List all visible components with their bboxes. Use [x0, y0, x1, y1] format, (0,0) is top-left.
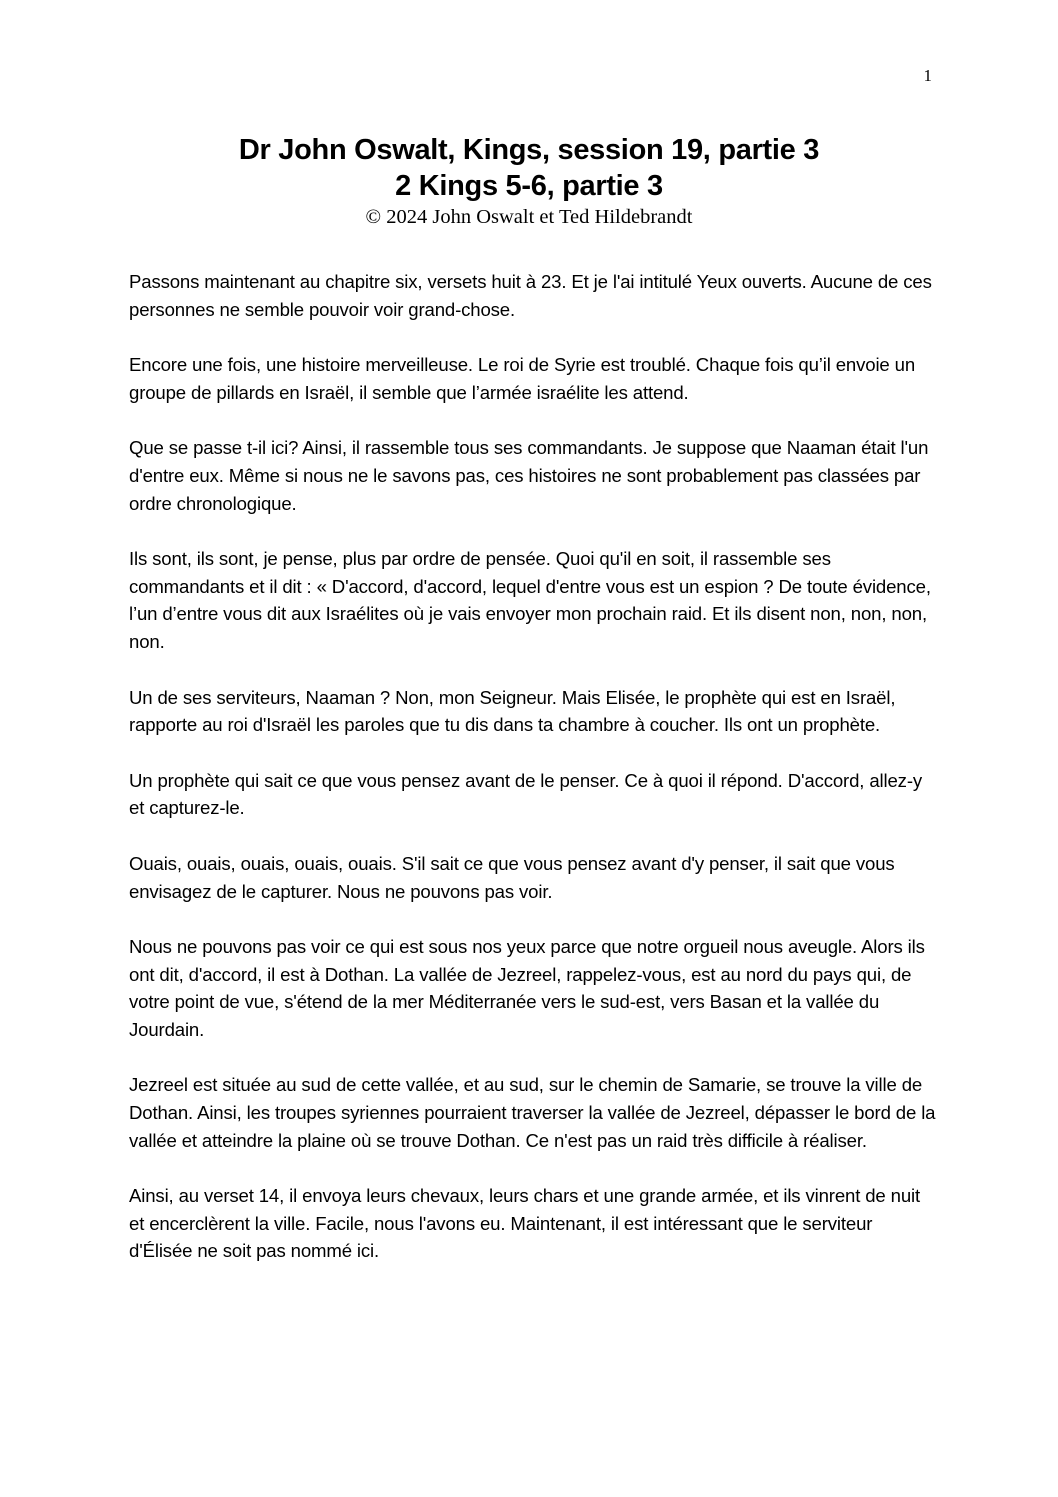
copyright-notice: © 2024 John Oswalt et Ted Hildebrandt: [365, 206, 693, 228]
paragraph: Un prophète qui sait ce que vous pensez avant de le penser. Ce à quoi il répond. D'accord, allez-y et capturez-le.: [129, 769, 923, 819]
paragraph: Ouais, ouais, ouais, ouais, ouais. S'il sait ce que vous pensez avant d'y penser, il sait que vous envisagez de le capturer. Nous ne pouvons pas voir.: [129, 852, 895, 902]
paragraph: Ainsi, au verset 14, il envoya leurs chevaux, leurs chars et une grande armée, et ils vinrent de nuit et encerclèrent la ville. Facile, nous l'avons eu. Maintenant, il est intéressant que le serviteur d'Élisée ne soit pas nommé ici.: [129, 1185, 921, 1262]
paragraph: Ils sont, ils sont, je pense, plus par ordre de pensée. Quoi qu'il en soit, il rassemble ses commandants et il dit : « D'accord, d'accord, lequel d'entre vous est un espion ? De toute évidence, l’un d’entre vous dit aux Israélites où je vais envoyer mon prochain raid. Et ils disent non, non, non, non.: [129, 548, 931, 652]
document-body: [129, 268, 939, 1293]
paragraph: Que se passe t-il ici? Ainsi, il rassemble tous ses commandants. Je suppose que Naaman était l'un d'entre eux. Même si nous ne le savons pas, ces histoires ne sont probablement pas classées par ordre chronologique.: [129, 437, 929, 514]
page-number: 1: [923, 66, 932, 85]
paragraph: Nous ne pouvons pas voir ce qui est sous nos yeux parce que notre orgueil nous aveugle. Alors ils ont dit, d'accord, il est à Dothan. La vallée de Jezreel, rappelez-vous, est au nord du pays qui, de votre point de vue, s'étend de la mer Méditerranée vers le sud-est, vers Basan et la vallée du Jourdain.: [129, 936, 925, 1040]
document-title: Dr John Oswalt, Kings, session 19, partie 3: [238, 134, 820, 166]
paragraph: Un de ses serviteurs, Naaman ? Non, mon Seigneur. Mais Elisée, le prophète qui est en Israël, rapporte au roi d'Israël les paroles que tu dis dans ta chambre à coucher. Ils ont un prophète.: [129, 686, 896, 736]
paragraph: Jezreel est située au sud de cette vallée, et au sud, sur le chemin de Samarie, se trouve la ville de Dothan. Ainsi, les troupes syriennes pourraient traverser la vallée de Jezreel, dépasser le bord de la vallée et atteindre la plaine où se trouve Dothan. Ce n'est pas un raid très difficile à réaliser.: [129, 1074, 936, 1151]
paragraph: Encore une fois, une histoire merveilleuse. Le roi de Syrie est troublé. Chaque fois qu’il envoie un groupe de pillards en Israël, il semble que l’armée israélite les attend.: [129, 354, 916, 403]
document-subtitle: 2 Kings 5-6, partie 3: [395, 170, 663, 202]
paragraph: Passons maintenant au chapitre six, versets huit à 23. Et je l'ai intitulé Yeux ouverts. Aucune de ces personnes ne semble pouvoir voir grand-chose.: [129, 271, 932, 320]
document-header: [0, 132, 1058, 230]
